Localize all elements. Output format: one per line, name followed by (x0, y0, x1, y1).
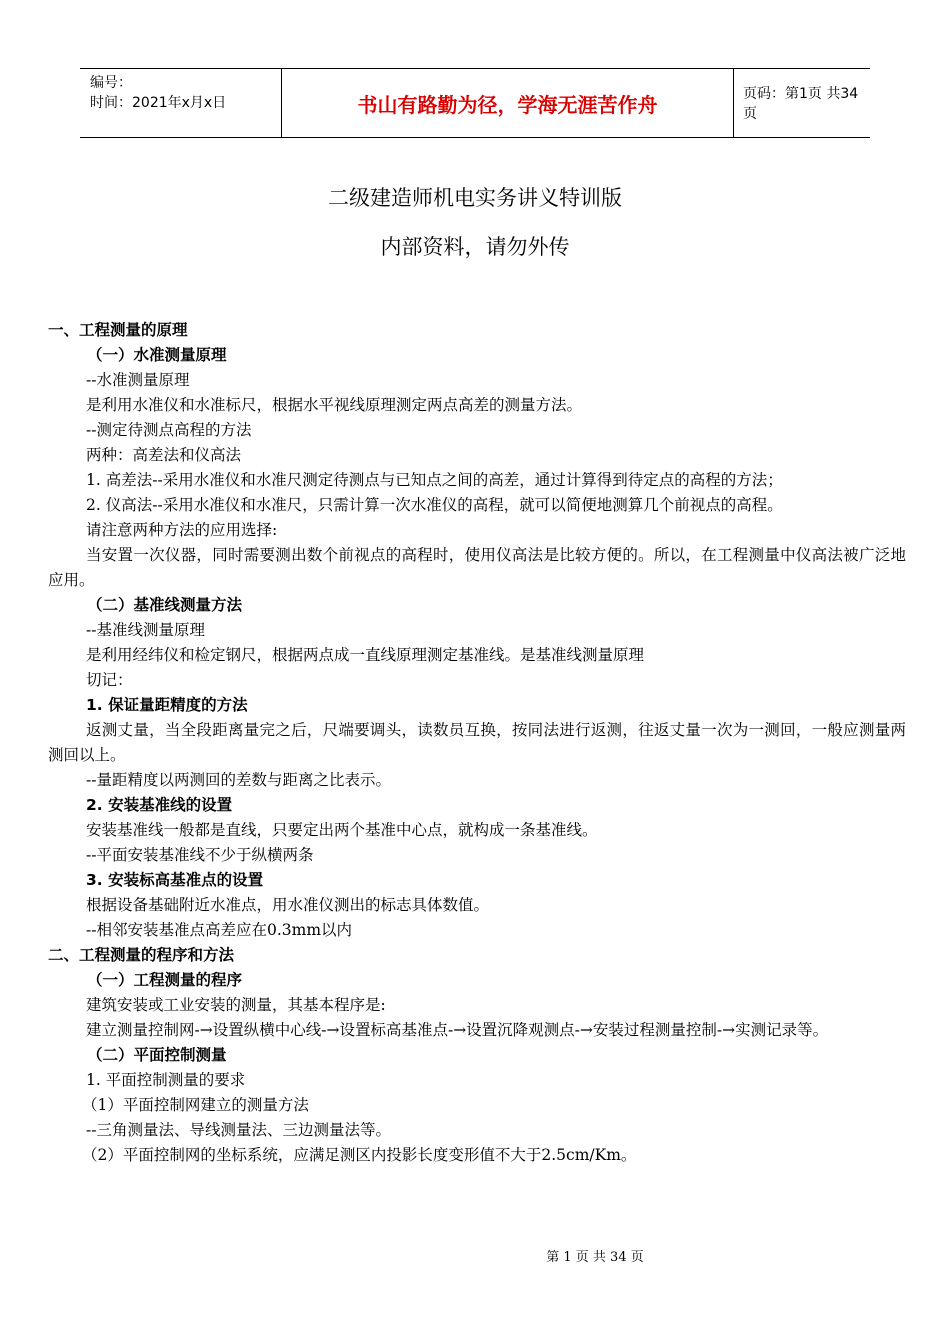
header-info-cell (80, 69, 281, 137)
document-subtitle: 内部资料，请勿外传 (380, 235, 570, 259)
paragraph: 请注意两种方法的应用选择: (86, 521, 278, 539)
paragraph: （2）平面控制网的坐标系统，应满足测区内投影长度变形值不大于2.5cm/Km。 (82, 1146, 637, 1164)
paragraph: --测定待测点高程的方法 (86, 421, 252, 439)
item-heading: 2. 安装基准线的设置 (86, 796, 233, 814)
header-page-label: 页码：第1页 共34页 (743, 86, 859, 122)
paragraph: 是利用水准仪和水准标尺，根据水平视线原理测定两点高差的测量方法。 (86, 396, 583, 414)
section-heading: 一、工程测量的原理 (48, 321, 188, 339)
header-table (80, 68, 870, 138)
subsection-heading: （二）基准线测量方法 (87, 596, 243, 614)
paragraph: --相邻安装基准点高差应在0.3mm以内 (86, 921, 353, 939)
time-label: 时间：2021年x月x日 (90, 95, 227, 111)
header-motto: 书山有路勤为径，学海无涯苦作舟 (281, 69, 734, 137)
paragraph: 根据设备基础附近水准点，用水准仪测出的标志具体数值。 (86, 896, 490, 914)
paragraph: 建筑安装或工业安装的测量，其基本程序是: (86, 996, 386, 1014)
paragraph: 是利用经纬仪和检定钢尺，根据两点成一直线原理测定基准线。是基准线测量原理 (86, 646, 645, 664)
code-label: 编号： (90, 75, 132, 91)
paragraph: --基准线测量原理 (86, 621, 205, 639)
subsection-heading: （二）平面控制测量 (87, 1046, 227, 1064)
paragraph: 安装基准线一般都是直线，只要定出两个基准中心点，就构成一条基准线。 (86, 821, 598, 839)
item-heading: 1. 保证量距精度的方法 (86, 696, 248, 714)
document-body (48, 318, 906, 1168)
section-heading: 二、工程测量的程序和方法 (48, 946, 235, 964)
paragraph: --平面安装基准线不少于纵横两条 (86, 846, 314, 864)
paragraph: --量距精度以两测回的差数与距离之比表示。 (86, 771, 391, 789)
paragraph: 1. 高差法--采用水准仪和水准尺测定待测点与已知点之间的高差，通过计算得到待定点的高程的方法； (86, 471, 783, 489)
paragraph: --三角测量法、导线测量法、三边测量法等。 (86, 1121, 391, 1139)
item-heading: 3. 安装标高基准点的设置 (86, 871, 264, 889)
paragraph: --水准测量原理 (86, 371, 190, 389)
document-title: 二级建造师机电实务讲义特训版 (328, 186, 622, 210)
paragraph: 2. 仪高法--采用水准仪和水准尺，只需计算一次水准仪的高程，就可以简便地测算几个前视点的高程。 (86, 496, 783, 514)
paragraph: 建立测量控制网-→设置纵横中心线-→设置标高基准点-→设置沉降观测点-→安装过程测量控制-→实测记录等。 (86, 1021, 829, 1039)
paragraph: 1. 平面控制测量的要求 (86, 1071, 246, 1089)
paragraph: 两种：高差法和仪高法 (86, 446, 242, 464)
paragraph: （1）平面控制网建立的测量方法 (82, 1096, 309, 1114)
page-footer: 第 1 页 共 34 页 (546, 1250, 644, 1265)
paragraph: 切记： (86, 671, 133, 689)
subsection-heading: （一）工程测量的程序 (87, 971, 243, 989)
subsection-heading: （一）水准测量原理 (87, 346, 227, 364)
paragraph: 当安置一次仪器，同时需要测出数个前视点的高程时，使用仪高法是比较方便的。所以，在工程测量中仪高法被广泛地应用。 (48, 546, 906, 589)
paragraph: 返测丈量，当全段距离量完之后，尺端要调头，读数员互换，按同法进行返测，往返丈量一次为一测回，一般应测量两测回以上。 (48, 721, 906, 764)
